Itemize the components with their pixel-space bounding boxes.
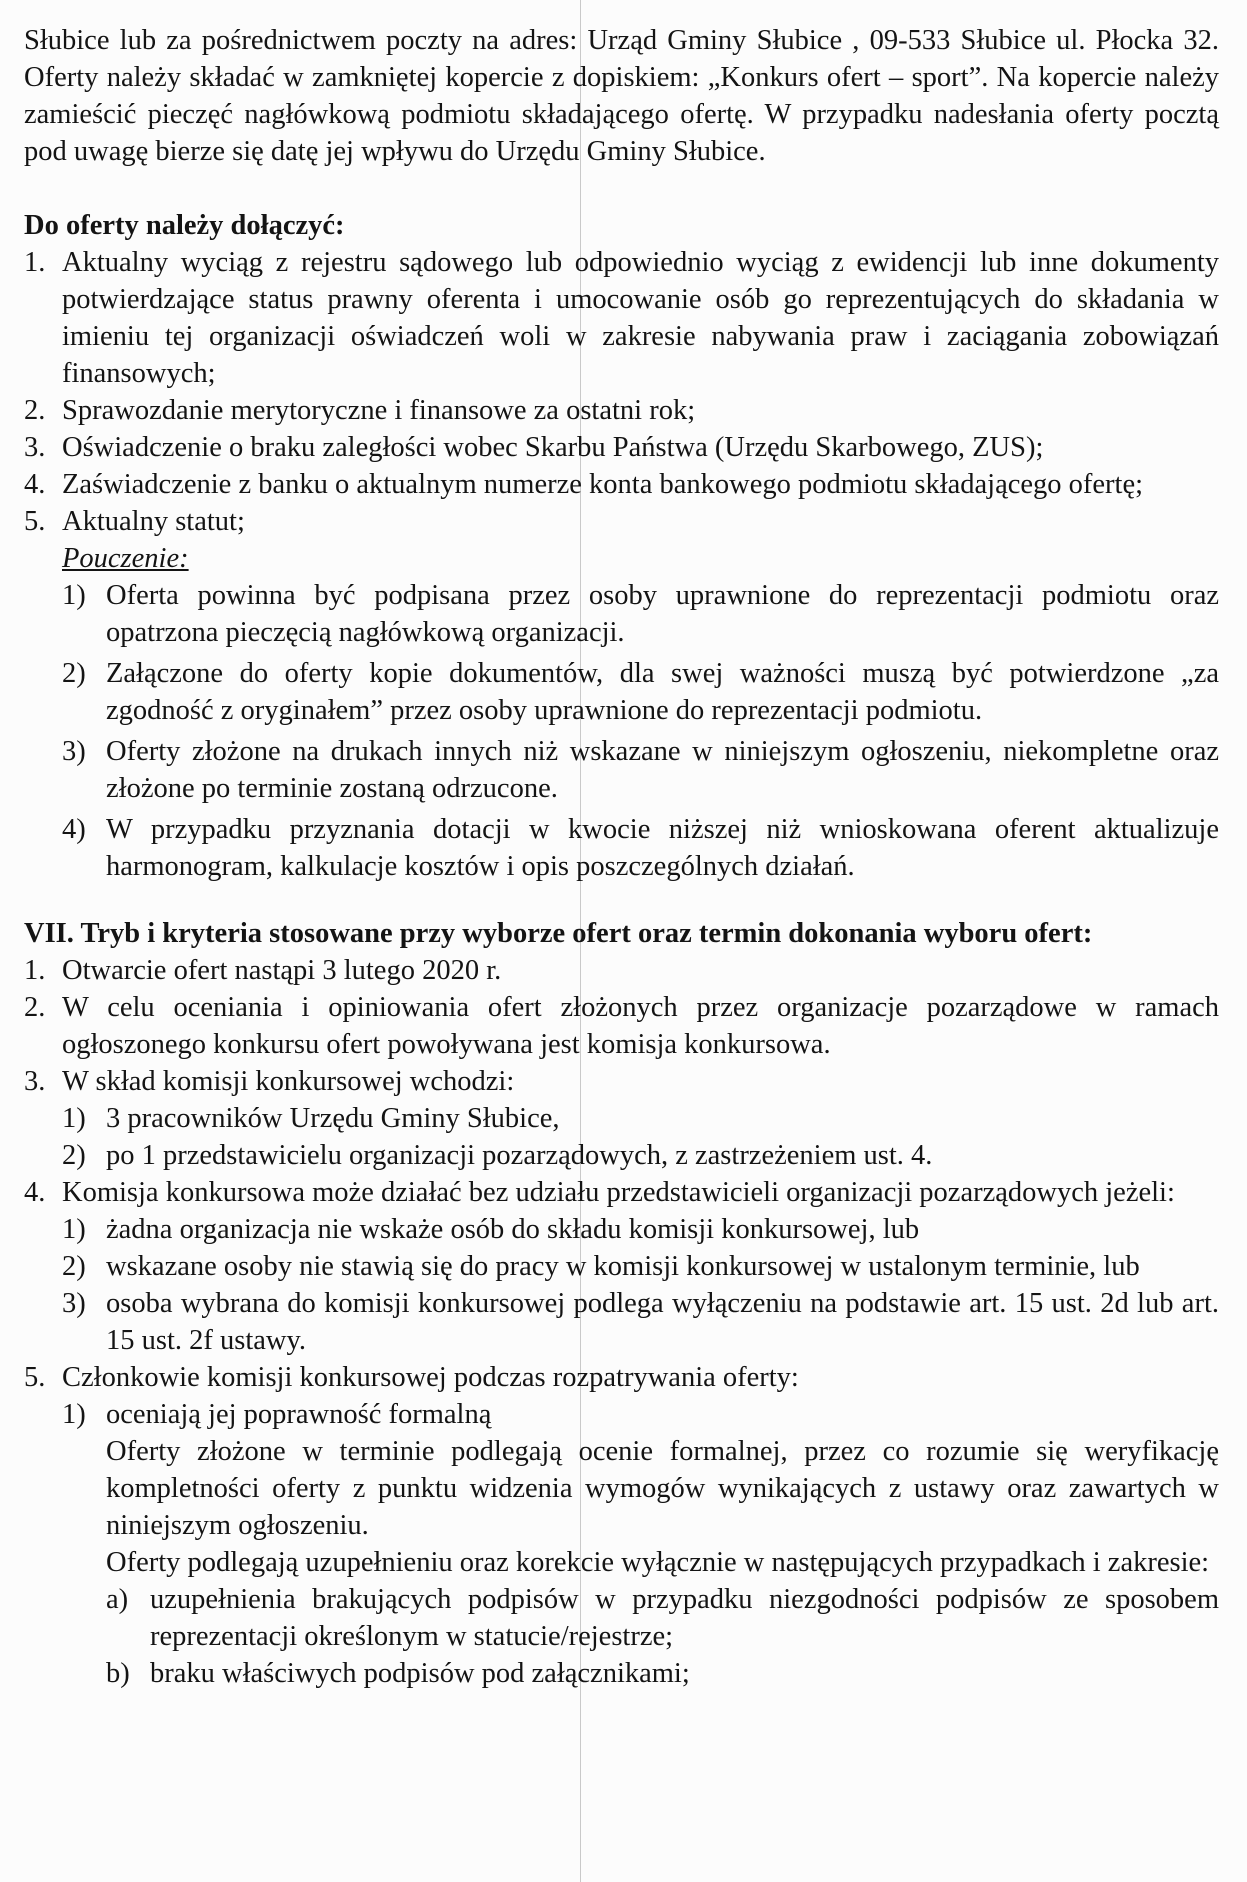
item-text: oceniają jej poprawność formalną — [106, 1399, 492, 1430]
item-text: W skład komisji konkursowej wchodzi: — [62, 1066, 515, 1097]
list-item — [24, 1359, 1219, 1396]
item-number: 3. — [24, 432, 46, 463]
list-item — [24, 466, 1219, 503]
list-item — [24, 1100, 1219, 1137]
list-item — [24, 244, 1219, 392]
item-text: Oferty złożone na drukach innych niż wskazane w niniejszym ogłoszeniu, niekompletne oraz złożone po terminie zostaną odrzucone. — [106, 736, 1219, 804]
correction-paragraph: Oferty podlegają uzupełnieniu oraz korekcie wyłącznie w następujących przypadkach i zakresie: — [106, 1547, 1210, 1578]
item-text: Aktualny wyciąg z rejestru sądowego lub odpowiednio wyciąg z ewidencji lub inne dokumenty potwierdzające status prawny oferenta i umocowanie osób go reprezentujących do składania w imieniu tej organizacji oświadczeń woli w zakresie nabywania praw i zaciągania zobowiązań finansowych; — [62, 247, 1219, 389]
item-text: Oferta powinna być podpisana przez osoby uprawnione do reprezentacji podmiotu oraz opatrzona pieczęcią nagłówkową organizacji. — [106, 580, 1219, 648]
item-text: Otwarcie ofert nastąpi 3 lutego 2020 r. — [62, 955, 502, 986]
item-text: Sprawozdanie merytoryczne i finansowe za ostatni rok; — [62, 395, 696, 426]
item-text: Zaświadczenie z banku o aktualnym numerze konta bankowego podmiotu składającego ofertę; — [62, 469, 1144, 500]
item-number: 2. — [24, 395, 46, 426]
item-text: W przypadku przyznania dotacji w kwocie niższej niż wnioskowana oferent aktualizuje harmonogram, kalkulacje kosztów i opis poszczególnych działań. — [106, 814, 1219, 882]
list-item — [24, 1396, 1219, 1433]
list-item — [24, 1211, 1219, 1248]
list-item — [24, 811, 1219, 885]
attachments-heading: Do oferty należy dołączyć: — [24, 210, 345, 241]
item-text: Oświadczenie o braku zaległości wobec Skarbu Państwa (Urzędu Skarbowego, ZUS); — [62, 432, 1044, 463]
list-item — [24, 1063, 1219, 1100]
item-text: W celu oceniania i opiniowania ofert złożonych przez organizacje pozarządowe w ramach ogłoszonego konkursu ofert powoływana jest komisja konkursowa. — [62, 992, 1219, 1060]
item-number: 2) — [62, 1251, 86, 1282]
list-item — [24, 1137, 1219, 1174]
list-item — [24, 1285, 1219, 1359]
item-number: 4. — [24, 1177, 46, 1208]
item-number: 2) — [62, 658, 86, 689]
document-content — [24, 22, 1219, 1692]
item-text: Komisja konkursowa może działać bez udziału przedstawicieli organizacji pozarządowych jeżeli: — [62, 1177, 1175, 1208]
list-item — [24, 429, 1219, 466]
item-number: 3) — [62, 736, 86, 767]
list-item — [24, 1248, 1219, 1285]
item-number: 3) — [62, 1288, 86, 1319]
list-item — [24, 952, 1219, 989]
intro-paragraph: Słubice lub za pośrednictwem poczty na adres: Urząd Gminy Słubice , 09-533 Słubice ul. Płocka 32. Oferty należy składać w zamkniętej kopercie z dopiskiem: „Konkurs ofert – sport”. Na kopercie należy zamieścić pieczęć nagłówkową podmiotu składającego ofertę. W przypadku nadesłania oferty pocztą pod uwagę bierze się datę jej wpływu do Urzędu Gminy Słubice. — [24, 25, 1219, 167]
item-number: 5. — [24, 1362, 46, 1393]
section-vii-heading: VII. Tryb i kryteria stosowane przy wyborze ofert oraz termin dokonania wyboru ofert: — [24, 918, 1093, 949]
list-item — [24, 655, 1219, 729]
formal-check-paragraph: Oferty złożone w terminie podlegają ocenie formalnej, przez co rozumie się weryfikację kompletności oferty z punktu widzenia wymogów wynikających z ustawy oraz zawartych w niniejszym ogłoszeniu. — [106, 1436, 1219, 1541]
list-item — [24, 989, 1219, 1063]
item-number: 1. — [24, 247, 46, 278]
item-number: 4. — [24, 469, 46, 500]
item-number: 1. — [24, 955, 46, 986]
item-number: 3. — [24, 1066, 46, 1097]
item-number: 2. — [24, 992, 46, 1023]
item-text: po 1 przedstawicielu organizacji pozarządowych, z zastrzeżeniem ust. 4. — [106, 1140, 933, 1171]
item-text: 3 pracowników Urzędu Gminy Słubice, — [106, 1103, 560, 1134]
list-item — [24, 577, 1219, 651]
item-number: 1) — [62, 1399, 86, 1430]
item-number: 1) — [62, 1103, 86, 1134]
item-number: 5. — [24, 506, 46, 537]
item-text: uzupełnienia brakujących podpisów w przypadku niezgodności podpisów ze sposobem reprezentacji określonym w statucie/rejestrze; — [150, 1584, 1219, 1652]
item-text: Załączone do oferty kopie dokumentów, dla swej ważności muszą być potwierdzone „za zgodność z oryginałem” przez osoby uprawnione do reprezentacji podmiotu. — [106, 658, 1219, 726]
item-number: 2) — [62, 1140, 86, 1171]
item-text: Członkowie komisji konkursowej podczas rozpatrywania oferty: — [62, 1362, 799, 1393]
item-number: 1) — [62, 580, 86, 611]
list-item — [24, 503, 1219, 540]
list-item — [24, 1581, 1219, 1655]
item-text: wskazane osoby nie stawią się do pracy w komisji konkursowej w ustalonym terminie, lub — [106, 1251, 1140, 1282]
list-item — [24, 392, 1219, 429]
list-item — [24, 1174, 1219, 1211]
list-item — [24, 733, 1219, 807]
pouczenie-label: Pouczenie: — [62, 543, 189, 574]
list-item — [24, 1655, 1219, 1692]
item-letter: b) — [106, 1658, 130, 1689]
item-text: Aktualny statut; — [62, 506, 245, 537]
item-text: osoba wybrana do komisji konkursowej podlega wyłączeniu na podstawie art. 15 ust. 2d lub art. 15 ust. 2f ustawy. — [106, 1288, 1219, 1356]
item-text: braku właściwych podpisów pod załącznikami; — [150, 1658, 690, 1689]
item-text: żadna organizacja nie wskaże osób do składu komisji konkursowej, lub — [106, 1214, 920, 1245]
item-number: 4) — [62, 814, 86, 845]
item-number: 1) — [62, 1214, 86, 1245]
item-letter: a) — [106, 1584, 129, 1615]
